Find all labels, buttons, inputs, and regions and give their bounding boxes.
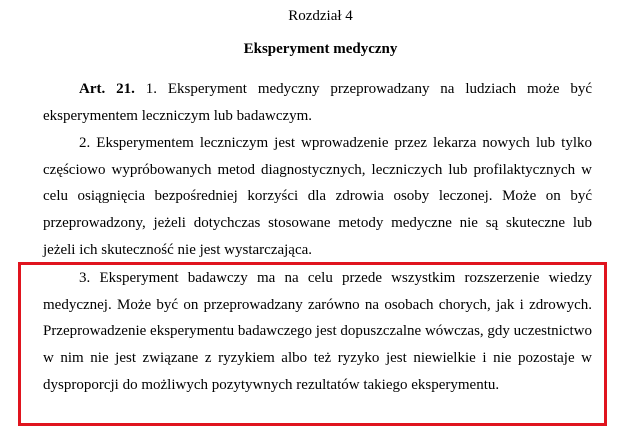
chapter-heading: Rozdział 4 [288,8,353,24]
article-paragraph-1 [43,76,592,129]
article-label: Art. 21. [79,81,135,97]
paragraph-3-text: 3. Eksperyment badawczy ma na celu przede wszystkim rozszerzenie wiedzy medycznej. Może być on przeprowadzany zarówno na osobach chorych, jak i zdrowych. Przeprowadzenie eksperymentu badawczego jest dopuszczalne wówczas, gdy uczestnictwo w nim nie jest związane z ryzykiem albo też ryzyko jest niewielkie i nie pozostaje w dysproporcji do możliwych pozytywnych rezultatów takiego eksperymentu. [43,270,592,393]
paragraph-1-text: 1. Eksperyment medyczny przeprowadzany na ludziach może być eksperymentem leczniczym lub badawczym. [43,81,592,124]
article-paragraph-2 [43,130,592,264]
chapter-title: Eksperyment medyczny [243,41,398,57]
highlight-box [18,262,607,426]
paragraph-2-text: 2. Eksperymentem leczniczym jest wprowadzenie przez lekarza nowych lub tylko częściowo wypróbowanych metod diagnostycznych, leczniczych lub profilaktycznych w celu osiągnięcia bezpośredniej korzyści dla zdrowia osoby leczonej. Może on być przeprowadzony, jeżeli dotychczas stosowane metody medyczne nie są skuteczne lub jeżeli ich skuteczność nie jest wystarczająca. [43,135,592,258]
